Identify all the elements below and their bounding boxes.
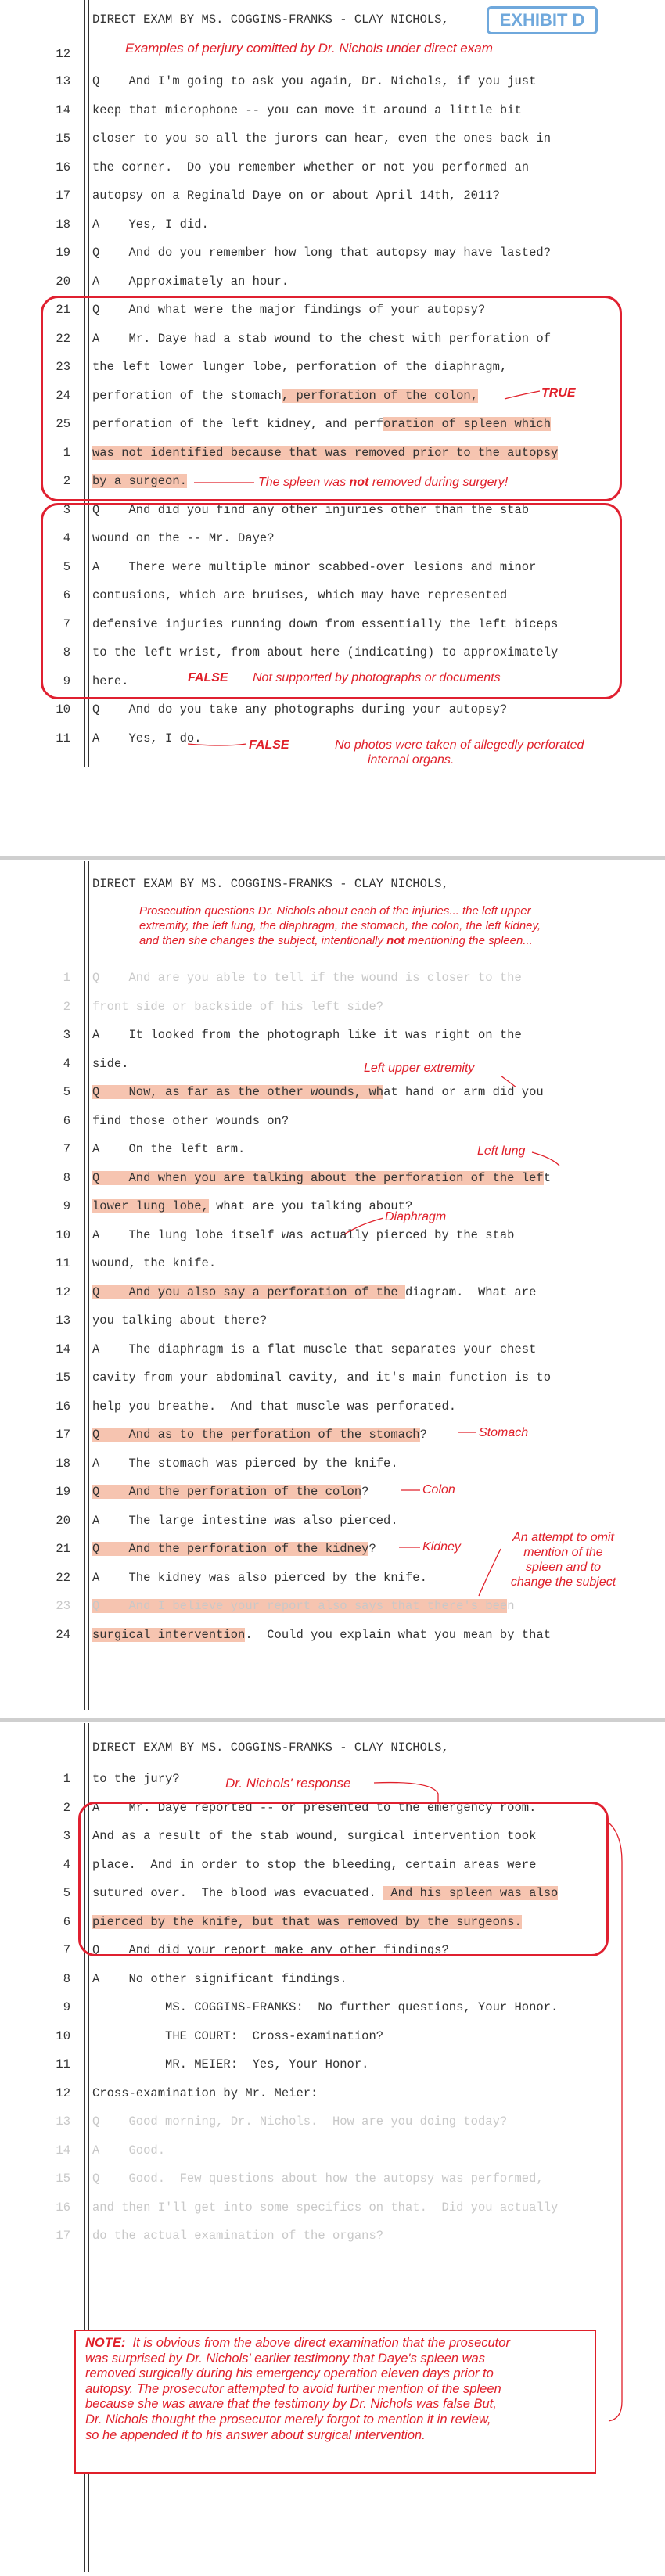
page-separator (0, 856, 665, 860)
transcript-page-3 (0, 1723, 665, 2576)
transcript-line: wound, the knife. (92, 1256, 217, 1270)
highlighted-text: lower lung lobe, (92, 1199, 209, 1213)
transcript-line: wound on the -- Mr. Daye? (92, 531, 275, 545)
transcript-line: A There were multiple minor scabbed-over lesions and minor (92, 559, 537, 574)
line-number: 6 (63, 588, 70, 602)
line-number: 1 (63, 971, 70, 985)
line-number: 15 (56, 1371, 70, 1385)
line-number: 12 (56, 47, 70, 61)
transcript-line: A The lung lobe itself was actually pierced by the stab (92, 1227, 515, 1242)
transcript-line: A Approximately an hour. (92, 274, 289, 289)
line-number: 10 (56, 2028, 70, 2043)
annotation-omit: An attempt to omit mention of the spleen and to change the subject (510, 1531, 616, 1589)
line-number: 2 (63, 474, 70, 488)
transcript-line: keep that microphone -- you can move it around a little bit (92, 102, 522, 117)
highlighted-text: , perforation of the colon, (281, 388, 478, 403)
highlighted-text: oration of spleen which (383, 417, 551, 431)
page-header: DIRECT EXAM BY MS. COGGINS-FRANKS - CLAY NICHOLS, (92, 877, 449, 891)
line-number: 10 (56, 1227, 70, 1242)
line-number: 8 (63, 645, 70, 659)
transcript-line: autopsy on a Reginald Daye on or about April 14th, 2011? (92, 189, 500, 203)
highlighted-text: Q And as to the perforation of the stomach (92, 1428, 420, 1442)
line-number: 17 (56, 189, 70, 203)
spleen-note: The spleen was not removed during surgery! (258, 476, 509, 489)
line-number: 6 (63, 1914, 70, 1929)
line-number: 21 (56, 1542, 70, 1556)
margin-rule (84, 861, 85, 1710)
highlighted-text: Q And I believe your report also says that there's bee (92, 1599, 508, 1613)
transcript-line: A Yes, I do. (92, 731, 202, 745)
transcript-line: A The large intestine was also pierced. (92, 1513, 398, 1528)
line-number: 11 (56, 731, 70, 745)
transcript-line: Q And you also say a perforation of the diagram. What are (92, 1284, 537, 1299)
transcript-line: Q And do you take any photographs during your autopsy? (92, 702, 508, 717)
highlighted-text: Q And you also say a perforation of the (92, 1284, 405, 1299)
transcript-line: A Mr. Daye reported -- or presented to the emergency room. (92, 1800, 537, 1815)
transcript-line: do the actual examination of the organs? (92, 2229, 384, 2243)
margin-rule (88, 861, 89, 1710)
photo-note: internal organs. (368, 753, 455, 767)
highlighted-text: was not identified because that was removed prior to the autopsy (92, 445, 559, 460)
page-header: DIRECT EXAM BY MS. COGGINS-FRANKS - CLAY NICHOLS, (92, 13, 449, 27)
note-box (74, 2330, 596, 2474)
line-number: 16 (56, 160, 70, 174)
transcript-page-2 (0, 861, 665, 1714)
line-number: 7 (63, 1943, 70, 1957)
transcript-line: A The kidney was also pierced by the knife. (92, 1570, 427, 1585)
line-number: 16 (56, 1399, 70, 1414)
line-number: 24 (56, 1627, 70, 1642)
line-number: 9 (63, 1199, 70, 1213)
transcript-line: Cross-examination by Mr. Meier: (92, 2086, 318, 2100)
transcript-line: Q And I'm going to ask you again, Dr. Nichols, if you just (92, 74, 537, 88)
line-number: 4 (63, 1056, 70, 1071)
highlight-box-other-injuries (41, 503, 622, 699)
transcript-line: and then I'll get into some specifics on that. Did you actually (92, 2200, 559, 2215)
line-number: 19 (56, 1485, 70, 1499)
line-number: 25 (56, 417, 70, 431)
transcript-line: find those other wounds on? (92, 1113, 289, 1128)
highlighted-text: Q And when you are talking about the perforation of the lef (92, 1170, 544, 1185)
highlighted-text: Q Now, as far as the other wounds, wh (92, 1085, 384, 1099)
highlight-box-findings (41, 296, 622, 501)
page-subtitle: Examples of perjury comitted by Dr. Nichols under direct exam (125, 41, 493, 56)
annotation-kidney: Kidney (422, 1540, 461, 1554)
annotation-left-upper: Left upper extremity (364, 1062, 475, 1075)
line-number: 10 (56, 702, 70, 717)
line-number: 22 (56, 331, 70, 346)
highlighted-text: surgical intervention (92, 1627, 246, 1642)
transcript-line: Q And as to the perforation of the stomach? (92, 1428, 427, 1442)
transcript-line: closer to you so all the jurors can hear, even the ones back in (92, 131, 551, 146)
line-number: 6 (63, 1113, 70, 1128)
transcript-line: A The stomach was pierced by the knife. (92, 1456, 398, 1471)
transcript-line: A Good. (92, 2143, 166, 2157)
line-number: 15 (56, 131, 70, 146)
line-number: 21 (56, 303, 70, 317)
line-number: 1 (63, 445, 70, 460)
transcript-line: Q And the perforation of the kidney? (92, 1542, 376, 1556)
line-number: 9 (63, 2000, 70, 2014)
line-number: 4 (63, 1857, 70, 1872)
line-number: 23 (56, 360, 70, 374)
line-number: 11 (56, 2057, 70, 2071)
line-number: 3 (63, 502, 70, 517)
line-number: 18 (56, 217, 70, 232)
annotation-colon: Colon (422, 1483, 455, 1496)
line-number: 14 (56, 102, 70, 117)
line-number: 7 (63, 616, 70, 631)
transcript-line: Q Good. Few questions about how the autopsy was performed, (92, 2172, 544, 2186)
transcript-line: A On the left arm. (92, 1142, 246, 1156)
transcript-line: side. (92, 1056, 129, 1071)
intro-note: extremity, the left lung, the diaphragm, the stomach, the colon, the left kidney, (139, 919, 541, 932)
line-number: 14 (56, 1342, 70, 1356)
transcript-line: A Yes, I did. (92, 217, 209, 232)
transcript-line: the left lower lunger lobe, perforation of the diaphragm, (92, 360, 508, 374)
highlighted-text: pierced by the knife, but that was removed by the surgeons. (92, 1914, 522, 1929)
transcript-line: Q Good morning, Dr. Nichols. How are you doing today? (92, 2114, 508, 2129)
line-number: 18 (56, 1456, 70, 1471)
transcript-page-1 (0, 0, 665, 853)
line-number: 4 (63, 531, 70, 545)
exhibit-badge: EXHIBIT D (487, 6, 598, 34)
annotation-stomach: Stomach (479, 1426, 529, 1439)
transcript-line: cavity from your abdominal cavity, and it's main function is to (92, 1371, 551, 1385)
line-number: 8 (63, 1170, 70, 1185)
page-separator (0, 1718, 665, 1722)
highlighted-text: by a surgeon. (92, 474, 187, 488)
transcript-line: Q And the perforation of the colon? (92, 1485, 369, 1499)
line-number: 1 (63, 1772, 70, 1786)
transcript-line: here. (92, 674, 129, 688)
photo-note: No photos were taken of allegedly perforated (335, 738, 584, 752)
intro-note: and then she changes the subject, intentionally not mentioning the spleen... (139, 934, 533, 947)
highlighted-text: And his spleen was also (383, 1886, 559, 1900)
transcript-line: And as a result of the stab wound, surgical intervention took (92, 1829, 537, 1843)
transcript-line: to the jury? (92, 1772, 180, 1786)
transcript-line: MR. MEIER: Yes, Your Honor. (92, 2057, 369, 2071)
line-number: 13 (56, 1313, 70, 1328)
transcript-line: THE COURT: Cross-examination? (92, 2028, 384, 2043)
transcript-line: A No other significant findings. (92, 1971, 347, 1986)
transcript-line: Q And did you find any other injuries other than the stab (92, 502, 530, 517)
transcript-line: you talking about there? (92, 1313, 268, 1328)
line-number: 9 (63, 674, 70, 688)
line-number: 15 (56, 2172, 70, 2186)
false-label: FALSE (249, 738, 289, 752)
false-label: FALSE (188, 671, 228, 684)
transcript-line: the corner. Do you remember whether or not you performed an (92, 160, 530, 174)
line-number: 14 (56, 2143, 70, 2157)
transcript-line: defensive injuries running down from essentially the left biceps (92, 616, 559, 631)
transcript-line: sutured over. The blood was evacuated. And his spleen was also (92, 1886, 559, 1900)
note-text: NOTE: It is obvious from the above direct examination that the prosecutor was surprised by Dr. Nichols' earlier testimony that Daye's spleen was removed surgically during his emergency operation eleven days prior to autopsy. The prosecutor attempted to avoid further mention of the spleen because she was aware that the testimony by Dr. Nichols was false But, Dr. Nichols thought the prosecutor merely forgot to mention it in review, so he appended it to his answer about surgical intervention. (85, 2336, 510, 2442)
line-number: 5 (63, 1085, 70, 1099)
line-number: 8 (63, 1971, 70, 1986)
highlighted-text: Q And the perforation of the colon (92, 1485, 362, 1499)
transcript-line: front side or backside of his left side? (92, 999, 384, 1014)
highlight-box-response (78, 1802, 609, 1956)
line-number: 16 (56, 2200, 70, 2215)
line-number: 13 (56, 74, 70, 88)
line-number: 22 (56, 1570, 70, 1585)
transcript-line: perforation of the left kidney, and perforation of spleen which (92, 417, 551, 431)
transcript-line: surgical intervention. Could you explain what you mean by that (92, 1627, 552, 1642)
transcript-line: Q And did your report make any other findings? (92, 1943, 449, 1957)
line-number: 12 (56, 2086, 70, 2100)
line-number: 2 (63, 999, 70, 1014)
transcript-line: Q And what were the major findings of your autopsy? (92, 303, 486, 317)
page-header: DIRECT EXAM BY MS. COGGINS-FRANKS - CLAY NICHOLS, (92, 1741, 449, 1755)
transcript-line: place. And in order to stop the bleeding, certain areas were (92, 1857, 537, 1872)
line-number: 3 (63, 1028, 70, 1042)
true-label: TRUE (541, 386, 576, 400)
annotation-diaphragm: Diaphragm (385, 1210, 447, 1223)
transcript-line: contusions, which are bruises, which may have represented (92, 588, 508, 602)
transcript-line: help you breathe. And that muscle was perforated. (92, 1399, 457, 1414)
transcript-line: Q Now, as far as the other wounds, what hand or arm did you (92, 1085, 544, 1099)
line-number: 20 (56, 274, 70, 289)
line-number: 20 (56, 1513, 70, 1528)
line-number: 3 (63, 1829, 70, 1843)
line-number: 23 (56, 1599, 70, 1613)
highlighted-text: Q And the perforation of the kidney (92, 1542, 369, 1556)
transcript-line: Q And do you remember how long that autopsy may have lasted? (92, 246, 551, 260)
transcript-line: to the left wrist, from about here (indicating) to approximately (92, 645, 559, 659)
false-note: Not supported by photographs or documents (253, 671, 501, 684)
line-number: 17 (56, 2229, 70, 2243)
line-number: 12 (56, 1284, 70, 1299)
transcript-line: A It looked from the photograph like it was right on the (92, 1028, 522, 1042)
transcript-line: Q And when you are talking about the perforation of the left (92, 1170, 552, 1185)
transcript-line: A Mr. Daye had a stab wound to the chest with perforation of (92, 331, 551, 346)
line-number: 5 (63, 559, 70, 574)
transcript-line: perforation of the stomach, perforation of the colon, (92, 388, 478, 403)
line-number: 24 (56, 388, 70, 403)
annotation-left-lung: Left lung (477, 1144, 526, 1158)
line-number: 17 (56, 1428, 70, 1442)
line-number: 19 (56, 246, 70, 260)
transcript-line: A The diaphragm is a flat muscle that separates your chest (92, 1342, 537, 1356)
transcript-line: MS. COGGINS-FRANKS: No further questions, Your Honor. (92, 2000, 559, 2014)
line-number: 2 (63, 1800, 70, 1815)
line-number: 5 (63, 1886, 70, 1900)
transcript-line: Q And I believe your report also says that there's been (92, 1599, 515, 1613)
line-number: 7 (63, 1142, 70, 1156)
line-number: 13 (56, 2114, 70, 2129)
transcript-line: Q And are you able to tell if the wound is closer to the (92, 971, 522, 985)
annotation-response: Dr. Nichols' response (225, 1776, 351, 1791)
transcript-line: lower lung lobe, what are you talking about? (92, 1199, 413, 1213)
line-number: 11 (56, 1256, 70, 1270)
intro-note: Prosecution questions Dr. Nichols about each of the injuries... the left upper (139, 904, 531, 918)
